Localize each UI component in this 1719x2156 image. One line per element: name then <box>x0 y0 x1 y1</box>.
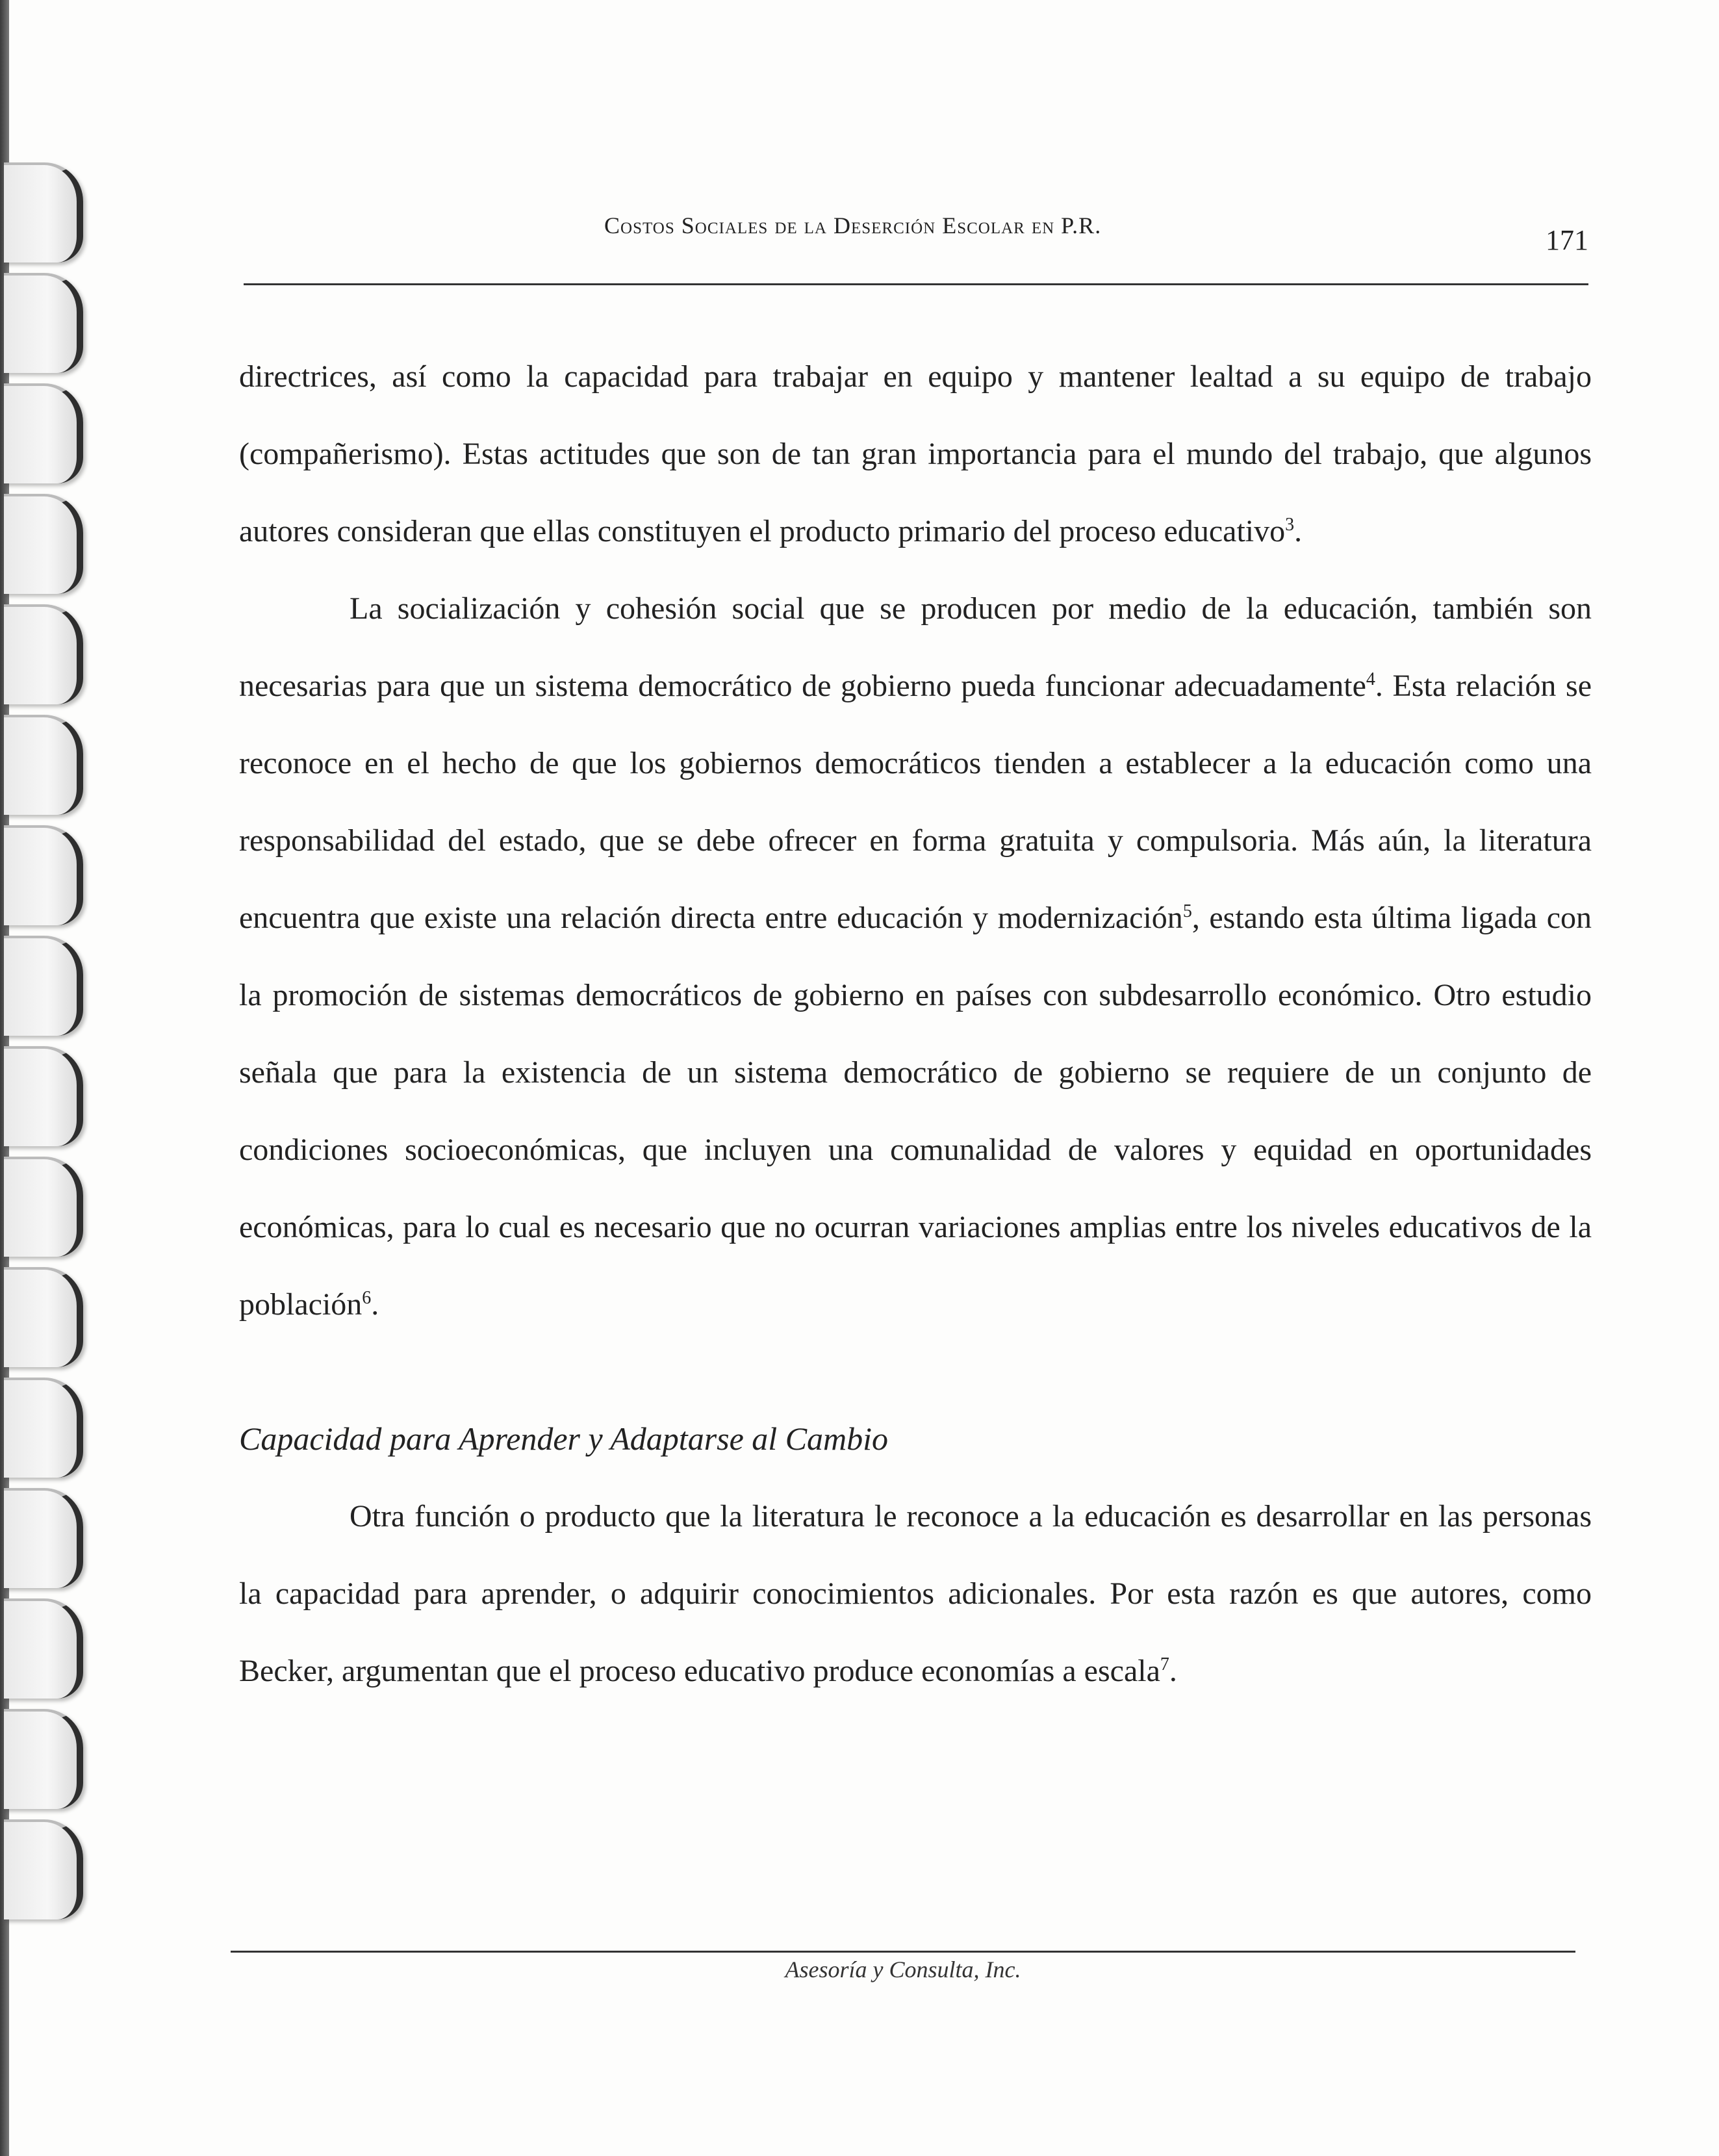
paragraph <box>239 570 1592 1343</box>
binding-coil <box>4 1819 83 1919</box>
footnote-ref: 4 <box>1366 669 1375 689</box>
spiral-binding <box>0 0 84 2156</box>
paragraph <box>239 1478 1592 1710</box>
paragraph-text: . Esta relación se reconoce en el hecho de que los gobiernos democráticos tienden a establecer a la educación como una responsabilidad del estado, que se debe ofrecer en forma gratuita y compulsoria. Más aún, la literatura encuentra que existe una relación directa entre educación y modernización <box>239 669 1592 935</box>
binding-coil <box>4 825 83 925</box>
paragraph-text: , estando esta última ligada con la promoción de sistemas democráticos de gobierno en países con subdesarrollo económico. Otro estudio señala que para la existencia de un sistema democrático de gobierno se requiere de un conjunto de condiciones socioeconómicas, que incluyen una comunalidad de valores y equidad en oportunidades económicas, para lo cual es necesario que no ocurran variaciones amplias entre los niveles educativos de la población <box>239 901 1592 1322</box>
paragraph-text: directrices, así como la capacidad para trabajar en equipo y mantener lealtad a su equipo de trabajo (compañerismo). Estas actitudes que son de tan gran importancia para el mundo del trabajo, que algunos autores consideran que ellas constituyen el producto primario del proceso educativo <box>239 359 1592 548</box>
binding-coil <box>4 1378 83 1478</box>
paragraph-tail: . <box>371 1287 379 1322</box>
binding-coil <box>4 1267 83 1367</box>
header-divider <box>244 283 1588 285</box>
binding-coil <box>4 162 83 263</box>
binding-coil <box>4 1488 83 1588</box>
footnote-ref: 5 <box>1182 901 1192 921</box>
footnote-ref: 6 <box>362 1288 372 1308</box>
paragraph-text: Otra función o producto que la literatura le reconoce a la educación es desarrollar en las personas la capacidad para aprender, o adquirir conocimientos adicionales. Por esta razón es que autores, como Becker, argumentan que el proceso educativo produce economías a escala <box>239 1499 1592 1688</box>
footer-text: Asesoría y Consulta, Inc. <box>785 1957 1021 1983</box>
binding-coil <box>4 715 83 815</box>
binding-coil <box>4 1598 83 1699</box>
footnote-ref: 7 <box>1160 1654 1169 1675</box>
binding-coil <box>4 1709 83 1809</box>
section-heading: Capacidad para Aprender y Adaptarse al Cambio <box>239 1420 889 1457</box>
binding-coil <box>4 383 83 483</box>
binding-coil <box>4 494 83 594</box>
paragraph <box>239 338 1592 570</box>
paragraph-tail: . <box>1169 1654 1177 1688</box>
binding-coil <box>4 936 83 1036</box>
footnote-ref: 3 <box>1285 515 1295 535</box>
running-title: Costos Sociales de la Deserción Escolar en P.R. <box>604 212 1102 238</box>
binding-coil <box>4 273 83 373</box>
paragraph-text: La socialización y cohesión social que se producen por medio de la educación, también son necesarias para que un sistema democrático de gobierno pueda funcionar adecuadamente <box>239 591 1592 703</box>
page-header <box>244 207 1588 259</box>
page-number: 171 <box>1546 224 1588 256</box>
binding-coil <box>4 604 83 704</box>
binding-coil <box>4 1157 83 1257</box>
body-text <box>239 338 1592 1710</box>
footer-divider <box>231 1951 1575 1953</box>
paragraph-tail: . <box>1294 514 1303 548</box>
binding-coil <box>4 1046 83 1146</box>
